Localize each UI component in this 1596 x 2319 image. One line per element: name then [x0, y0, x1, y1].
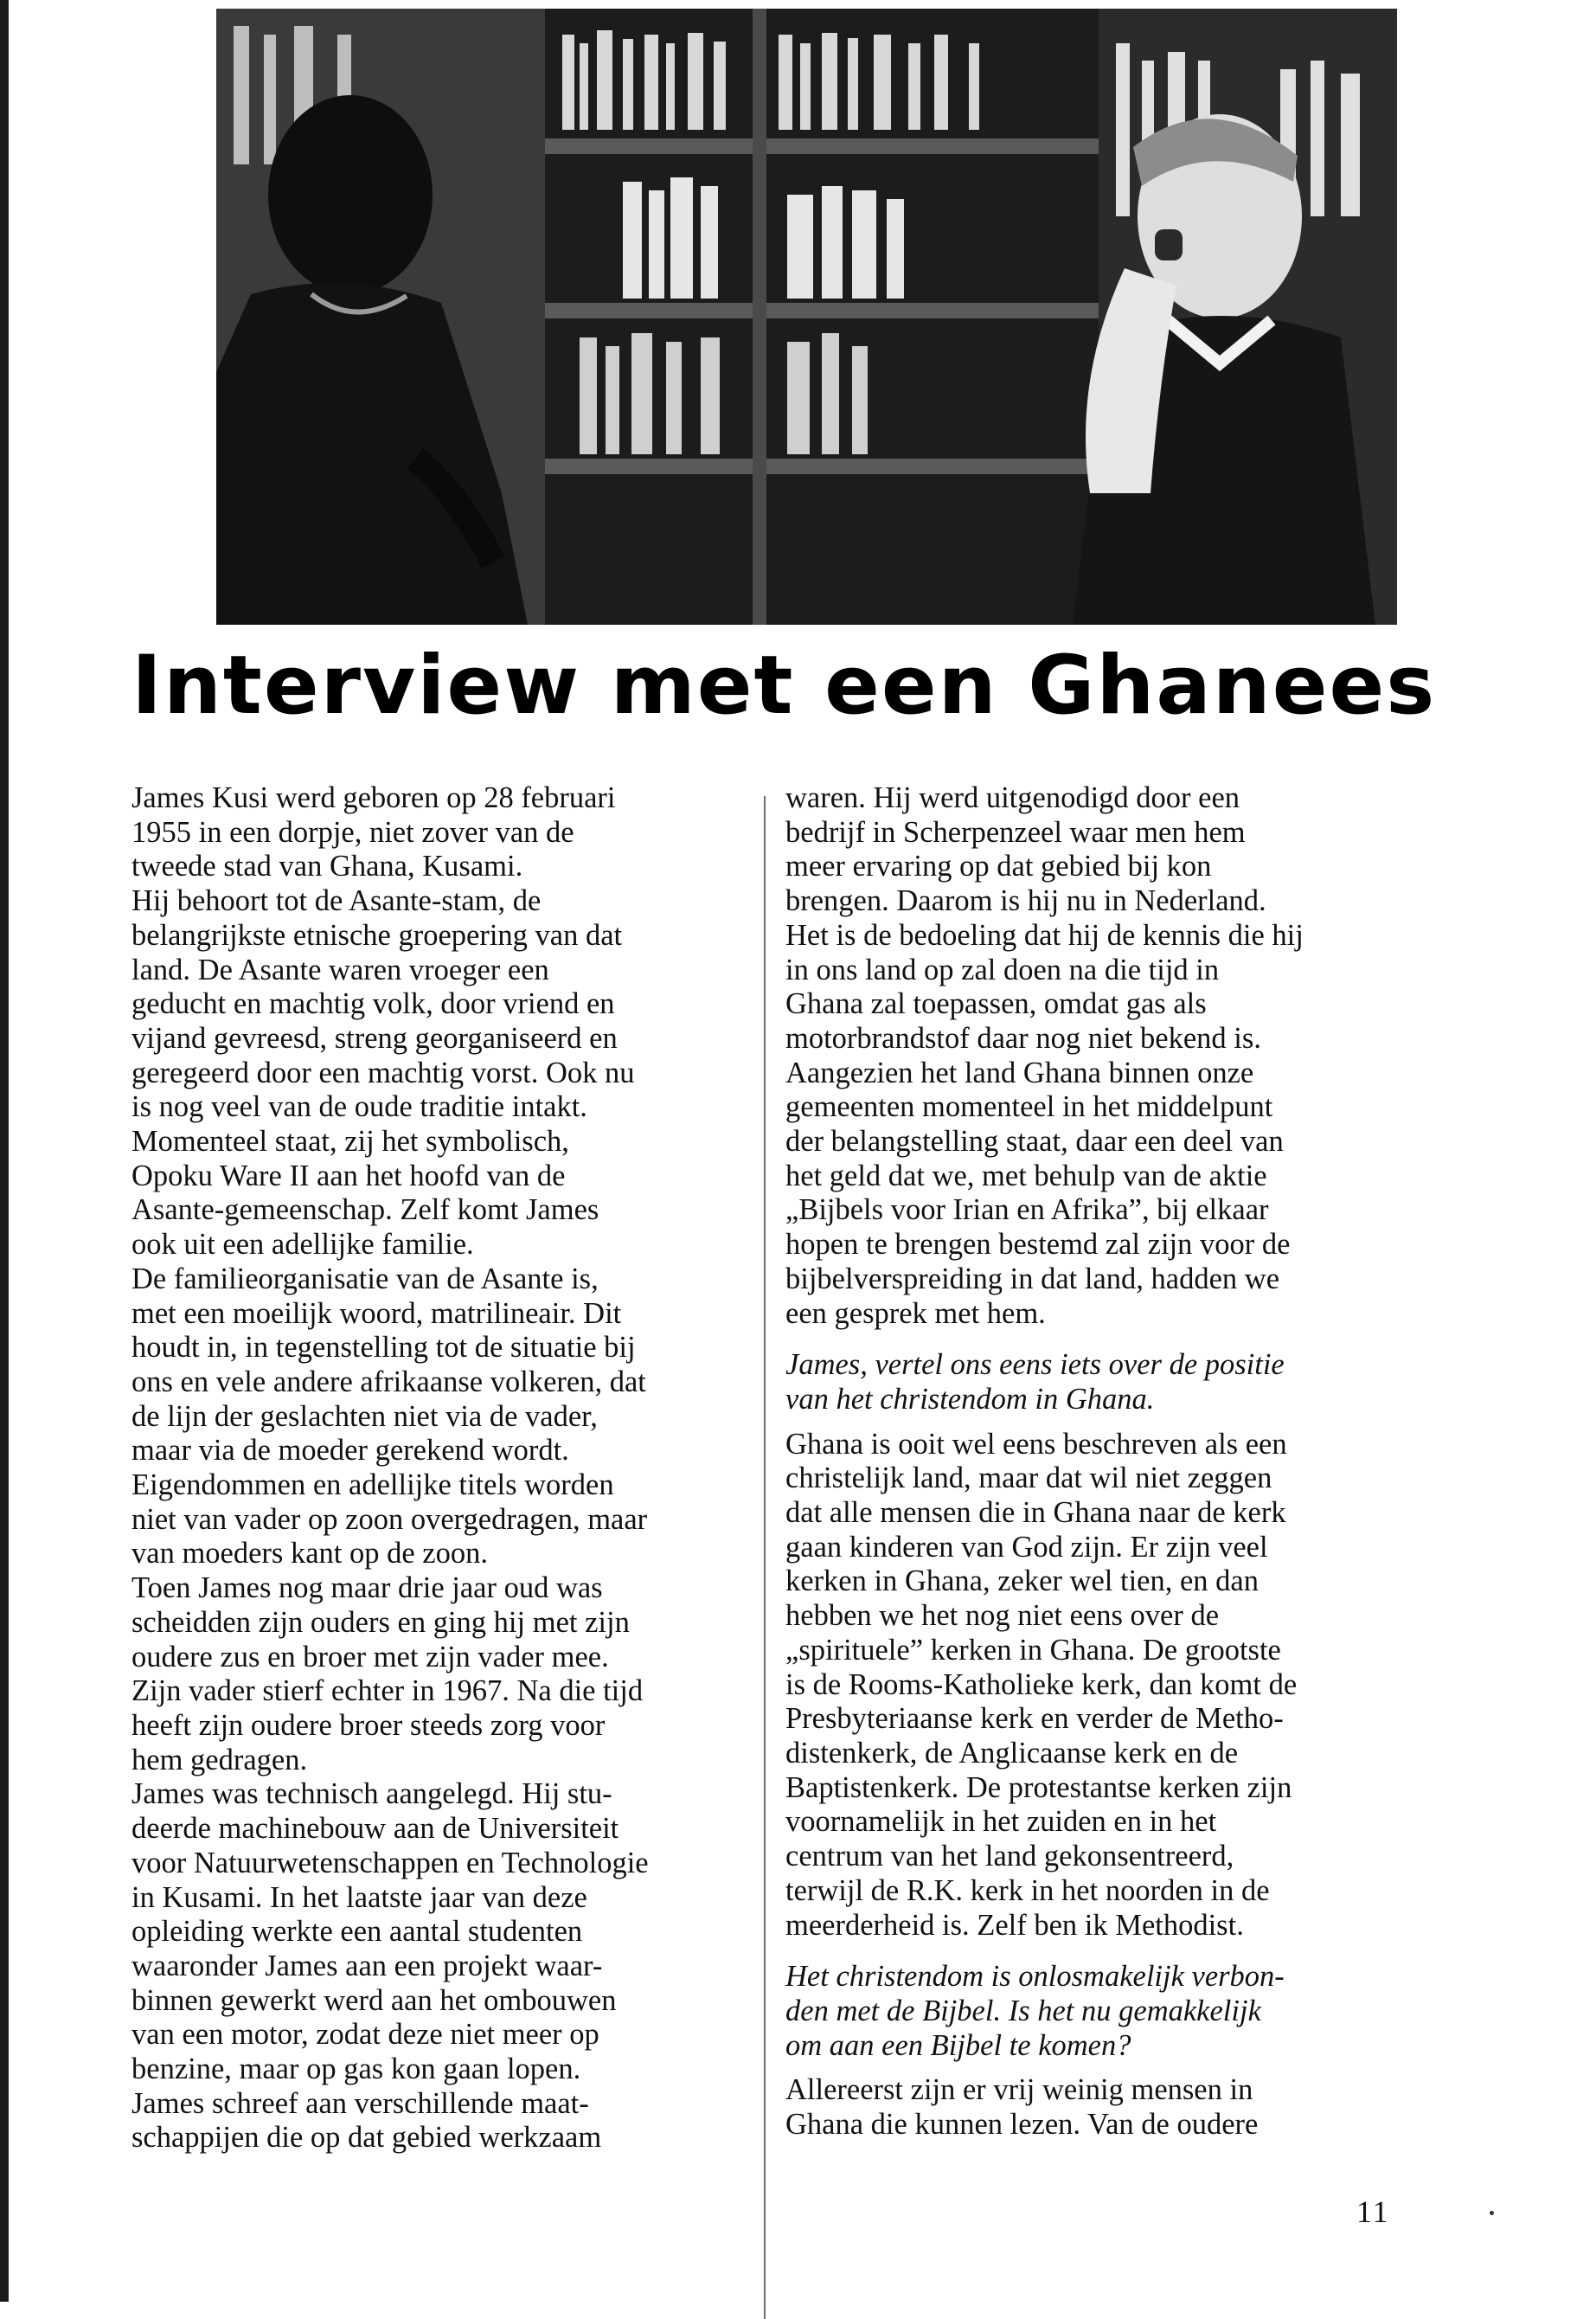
scan-edge: [0, 0, 9, 2302]
text-line: den met de Bijbel. Is het nu gemakkelijk: [785, 1994, 1261, 2027]
text-line: Ghana zal toepassen, omdat gas als: [785, 987, 1207, 1021]
text-line: Ghana die kunnen lezen. Van de oudere: [785, 2108, 1259, 2142]
text-line: waren. Hij werd uitgenodigd door een: [785, 781, 1240, 814]
text-line: niet van vader op zoon overgedragen, maar: [131, 1502, 648, 1536]
text-line: bijbelverspreiding in dat land, hadden we: [785, 1262, 1280, 1295]
text-line: in ons land op zal doen na die tijd in: [785, 953, 1220, 986]
right-intro: [785, 781, 1401, 1331]
text-line: meerderheid is. Zelf ben ik Methodist.: [785, 1908, 1244, 1942]
text-line: om aan een Bijbel te komen?: [785, 2028, 1131, 2062]
text-line: Zijn vader stierf echter in 1967. Na die tijd: [131, 1674, 644, 1708]
text-line: met een moeilijk woord, matrilineair. Dit: [131, 1296, 622, 1330]
text-line: gaan kinderen van God zijn. Er zijn veel: [785, 1530, 1268, 1564]
text-line: Eigendommen en adellijke titels worden: [131, 1468, 614, 1502]
text-line: hopen te brengen bestemd zal zijn voor de: [785, 1228, 1291, 1262]
text-line: oudere zus en broer met zijn vader mee.: [131, 1640, 609, 1673]
column-divider: [764, 796, 766, 2319]
text-line: Presbyteriaanse kerk en verder de Metho-: [785, 1702, 1284, 1736]
text-line: terwijl de R.K. kerk in het noorden in de: [785, 1873, 1270, 1907]
text-line: gemeenten momenteel in het middelpunt: [785, 1090, 1273, 1124]
text-line: maar via de moeder gerekend wordt.: [131, 1434, 569, 1468]
text-line: Toen James nog maar drie jaar oud was: [131, 1571, 603, 1605]
text-line: der belangstelling staat, daar een deel van: [785, 1125, 1284, 1159]
text-line: Asante-gemeenschap. Zelf komt James: [131, 1193, 599, 1227]
text-line: kerken in Ghana, zeker wel tien, en dan: [785, 1564, 1259, 1598]
text-line: vijand gevreesd, streng georganiseerd en: [131, 1021, 618, 1055]
text-line: waaronder James aan een projekt waar-: [131, 1949, 603, 1982]
text-line: James, vertel ons eens iets over de positie: [785, 1348, 1285, 1382]
text-line: Momenteel staat, zij het symbolisch,: [131, 1125, 569, 1159]
text-line: opleiding werkte een aantal studenten: [131, 1915, 583, 1949]
text-line: hebben we het nog niet eens over de: [785, 1599, 1220, 1633]
text-line: binnen gewerkt werd aan het ombouwen: [131, 1983, 617, 2017]
right-column: [785, 781, 1401, 2142]
text-line: Het is de bedoeling dat hij de kennis die hij: [785, 918, 1304, 952]
text-line: James Kusi werd geboren op 28 februari: [131, 781, 616, 814]
text-line: de lijn der geslachten niet via de vader,: [131, 1399, 598, 1433]
text-line: James schreef aan verschillende maat-: [131, 2086, 589, 2120]
text-line: bedrijf in Scherpenzeel waar men hem: [785, 815, 1246, 849]
text-line: is de Rooms-Katholieke kerk, dan komt de: [785, 1667, 1298, 1701]
text-line: is nog veel van de oude traditie intakt.: [131, 1090, 587, 1124]
text-line: schappijen die op dat gebied werkzaam: [131, 2121, 602, 2155]
text-line: deerde machinebouw aan de Universiteit: [131, 1812, 619, 1846]
text-line: brengen. Daarom is hij nu in Nederland.: [785, 884, 1266, 918]
left-column: [131, 781, 746, 2155]
text-line: Aangezien het land Ghana binnen onze: [785, 1056, 1254, 1089]
answer-1: [785, 1428, 1401, 1943]
text-line: van moeders kant op de zoon.: [131, 1537, 488, 1571]
text-line: land. De Asante waren vroeger een: [131, 953, 549, 986]
text-line: in Kusami. In het laatste jaar van deze: [131, 1880, 587, 1914]
interview-photo: [216, 9, 1397, 625]
answer-2: [785, 2073, 1401, 2142]
text-line: Opoku Ware II aan het hoofd van de: [131, 1159, 566, 1192]
text-line: het geld dat we, met behulp van de aktie: [785, 1159, 1267, 1192]
text-line: ook uit een adellijke familie.: [131, 1228, 474, 1262]
text-line: distenkerk, de Anglicaanse kerk en de: [785, 1736, 1239, 1770]
text-line: ons en vele andere afrikaanse volkeren, dat: [131, 1365, 646, 1398]
text-line: een gesprek met hem.: [785, 1296, 1046, 1330]
text-line: benzine, maar op gas kon gaan lopen.: [131, 2052, 581, 2086]
question-1: [785, 1348, 1401, 1416]
text-line: geducht en machtig volk, door vriend en: [131, 987, 615, 1021]
text-line: tweede stad van Ghana, Kusami.: [131, 850, 523, 883]
text-line: hem gedragen.: [131, 1743, 308, 1776]
text-line: De familieorganisatie van de Asante is,: [131, 1262, 599, 1295]
text-line: 1955 in een dorpje, niet zover van de: [131, 815, 574, 849]
text-line: heeft zijn oudere broer steeds zorg voor: [131, 1708, 606, 1742]
page-number: 11: [1356, 2194, 1390, 2229]
text-line: James was technisch aangelegd. Hij stu-: [131, 1777, 612, 1811]
text-line: Hij behoort tot de Asante-stam, de: [131, 884, 542, 918]
text-line: voor Natuurwetenschappen en Technologie: [131, 1846, 649, 1879]
text-line: voornamelijk in het zuiden en in het: [785, 1805, 1217, 1839]
text-line: motorbrandstof daar nog niet bekend is.: [785, 1021, 1261, 1055]
text-line: scheidden zijn ouders en ging hij met zijn: [131, 1605, 630, 1639]
text-line: Ghana is ooit wel eens beschreven als een: [785, 1427, 1287, 1461]
text-line: geregeerd door een machtig vorst. Ook nu: [131, 1056, 635, 1089]
text-line: van het christendom in Ghana.: [785, 1382, 1155, 1416]
article-title: Interview met een Ghanees: [131, 639, 1437, 733]
text-line: belangrijkste etnische groepering van dat: [131, 918, 623, 952]
text-line: Baptistenkerk. De protestantse kerken zijn: [785, 1770, 1292, 1804]
text-line: dat alle mensen die in Ghana naar de kerk: [785, 1496, 1286, 1530]
text-line: Het christendom is onlosmakelijk verbon-: [785, 1960, 1285, 1994]
text-line: „spirituele” kerken in Ghana. De grootste: [785, 1633, 1281, 1667]
text-line: centrum van het land gekonsentreerd,: [785, 1840, 1234, 1873]
question-2: [785, 1960, 1401, 2063]
text-line: houdt in, in tegenstelling tot de situatie bij: [131, 1331, 636, 1365]
text-line: van een motor, zodat deze niet meer op: [131, 2018, 599, 2052]
text-line: Allereerst zijn er vrij weinig mensen in: [785, 2073, 1253, 2107]
scan-speck: [1490, 2211, 1494, 2215]
text-line: christelijk land, maar dat wil niet zeggen: [785, 1461, 1272, 1495]
text-line: „Bijbels voor Irian en Afrika”, bij elkaar: [785, 1193, 1269, 1227]
text-line: meer ervaring op dat gebied bij kon: [785, 850, 1212, 883]
